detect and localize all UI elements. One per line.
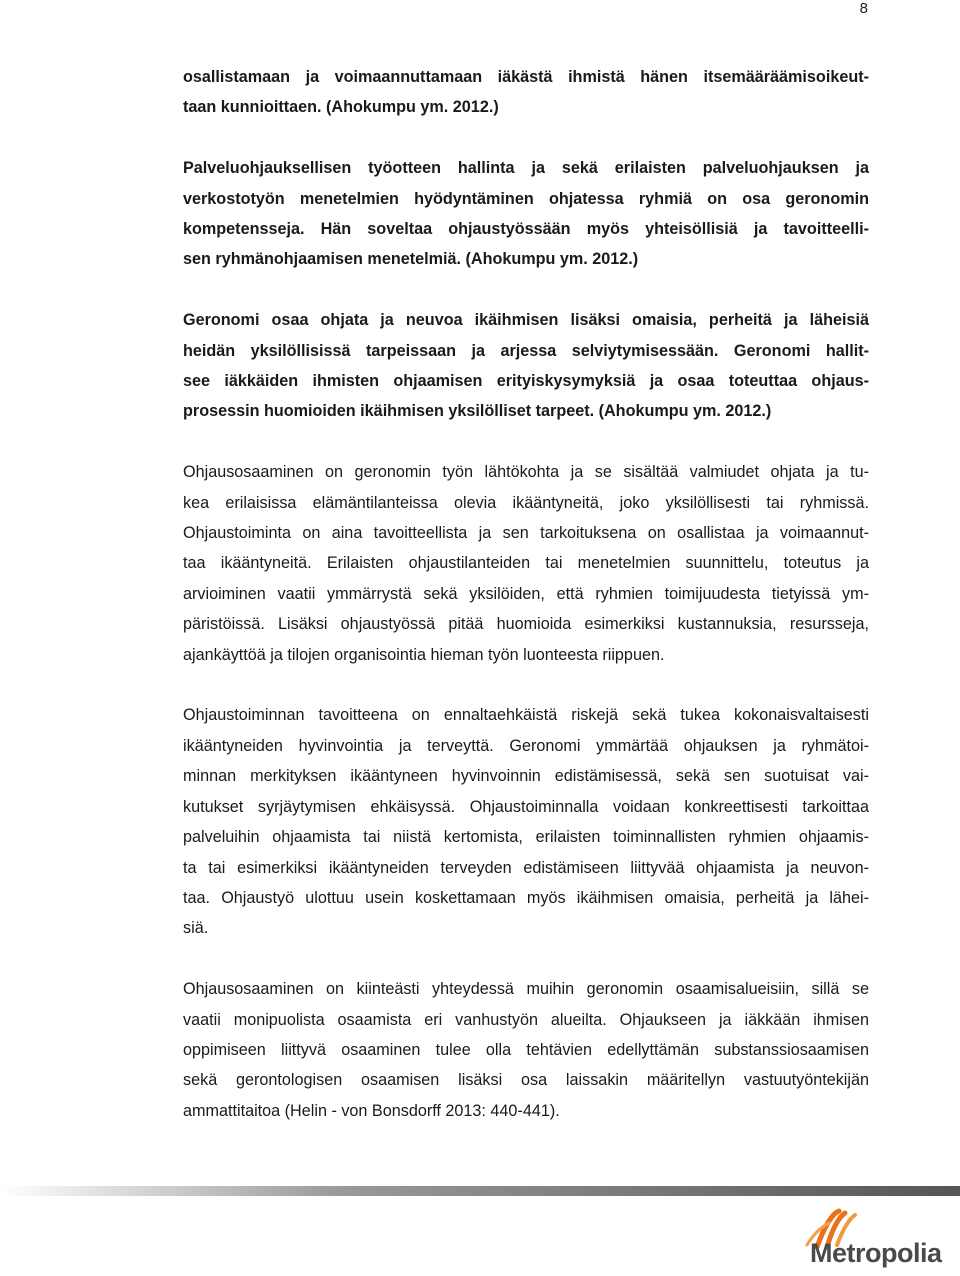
paragraph-line: ta tai esimerkiksi ikääntyneiden terveyden edistämiseen liittyvää ohjaamista ja neuvon-	[183, 858, 869, 877]
paragraph-line: kompetensseja. Hän soveltaa ohjaustyössään myös yhteisöllisiä ja tavoitteelli-	[183, 220, 869, 239]
paragraph-line: ajankäyttöä ja tilojen organisointia hieman työn luonteesta riippuen.	[183, 645, 665, 664]
paragraph	[183, 62, 869, 123]
paragraph-line: vaatii monipuolista osaamista eri vanhustyön alueilta. Ohjaukseen ja iäkkään ihmisen	[183, 1010, 869, 1029]
document-body	[183, 62, 869, 1157]
paragraph	[183, 457, 869, 670]
paragraph-line: kea erilaisissa elämäntilanteissa olevia ikääntyneitä, joko yksilöllisesti tai ryhmissä.	[183, 493, 869, 512]
paragraph-line: Ohjausosaaminen on geronomin työn lähtökohta ja se sisältää valmiudet ohjata ja tu-	[183, 463, 869, 482]
paragraph-line: heidän yksilöllisissä tarpeissaan ja arjessa selviytymisessään. Geronomi hallit-	[183, 341, 869, 360]
paragraph-line: sekä gerontologisen osaamisen lisäksi osa laissakin määritellyn vastuutyöntekijän	[183, 1071, 869, 1090]
paragraph-line: Ohjaustoiminta on aina tavoitteellista ja sen tarkoituksena on osallistaa ja voimaannut-	[183, 524, 869, 543]
paragraph	[183, 153, 869, 275]
paragraph	[183, 305, 869, 427]
paragraph-line: taa ikääntyneitä. Erilaisten ohjaustilanteiden tai menetelmien suunnittelu, toteutus ja	[183, 554, 869, 573]
paragraph-line: päristöissä. Lisäksi ohjaustyössä pitää huomioida esimerkiksi kustannuksia, resursseja,	[183, 615, 869, 634]
paragraph-line: taan kunnioittaen. (Ahokumpu ym. 2012.)	[183, 98, 499, 117]
paragraph-line: verkostotyön menetelmien hyödyntäminen ohjatessa ryhmiä on osa geronomin	[183, 189, 869, 208]
paragraph-line: minnan merkityksen ikääntyneen hyvinvoinnin edistämisessä, sekä sen suotuisat vai-	[183, 767, 869, 786]
paragraph-line: taa. Ohjaustyö ulottuu usein koskettamaan myös ikäihmisen omaisia, perheitä ja lähei-	[183, 888, 869, 907]
footer-bar	[0, 1184, 960, 1198]
page-number: 8	[859, 0, 868, 17]
paragraph-line: siä.	[183, 919, 209, 938]
logo-text: Metropolia	[810, 1238, 942, 1268]
paragraph-line: ammattitaitoa (Helin - von Bonsdorff 2013: 440-441).	[183, 1101, 560, 1120]
paragraph-line: ikääntyneiden hyvinvointia ja terveyttä. Geronomi ymmärtää ohjauksen ja ryhmätoi-	[183, 736, 869, 755]
paragraph-line: Ohjausosaaminen on kiinteästi yhteydessä muihin geronomin osaamisalueisiin, sillä se	[183, 980, 869, 999]
paragraph-line: osallistamaan ja voimaannuttamaan iäkästä ihmistä hänen itsemääräämisoikeut-	[183, 68, 869, 86]
paragraph-line: oppimiseen liittyvä osaaminen tulee olla tehtävien edellyttämän substanssiosaamisen	[183, 1040, 869, 1059]
paragraph-line: Ohjaustoiminnan tavoitteena on ennaltaehkäistä riskejä sekä tukea kokonaisvaltaisesti	[183, 706, 869, 725]
paragraph	[183, 700, 869, 943]
paragraph-line: Geronomi osaa ohjata ja neuvoa ikäihmisen lisäksi omaisia, perheitä ja läheisiä	[183, 311, 869, 330]
paragraph-line: kutukset syrjäytymisen ehkäisyssä. Ohjaustoiminnalla voidaan konkreettisesti tarkoittaa	[183, 797, 869, 816]
paragraph-line: palveluihin ohjaamista tai niistä kertomista, erilaisten toiminnallisten ryhmien ohjaamis-	[183, 828, 869, 847]
paragraph-line: arvioiminen vaatii ymmärrystä sekä yksilöiden, että ryhmien toimijuudesta tietyissä ym-	[183, 584, 869, 603]
footer-gradient-bar	[0, 1184, 960, 1198]
paragraph-line: prosessin huomioiden ikäihmisen yksilölliset tarpeet. (Ahokumpu ym. 2012.)	[183, 402, 772, 421]
paragraph	[183, 974, 869, 1126]
paragraph-line: Palveluohjauksellisen työotteen hallinta ja sekä erilaisten palveluohjauksen ja	[183, 159, 869, 178]
paragraph-line: see iäkkäiden ihmisten ohjaamisen erityiskysymyksiä ja osaa toteuttaa ohjaus-	[183, 372, 869, 391]
paragraph-line: sen ryhmänohjaamisen menetelmiä. (Ahokumpu ym. 2012.)	[183, 250, 639, 269]
